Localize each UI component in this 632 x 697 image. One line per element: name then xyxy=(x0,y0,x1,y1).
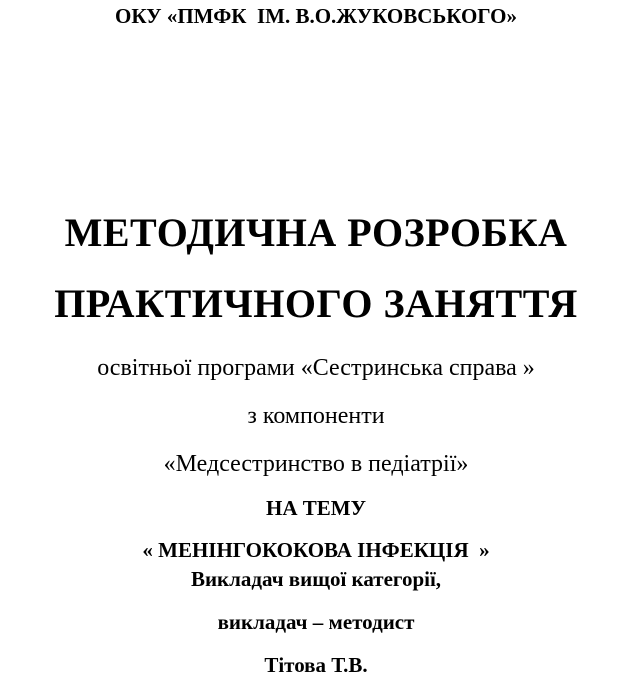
component-intro: з компоненти xyxy=(247,403,385,429)
institution-name: ОКУ «ПМФК ІМ. В.О.ЖУКОВСЬКОГО» xyxy=(115,4,517,28)
author-rank: Викладач вищої категорії, xyxy=(190,567,442,591)
component-name: «Медсестринство в педіатрії» xyxy=(163,451,469,477)
topic-label: НА ТЕМУ xyxy=(266,496,366,520)
document-title-line-2: ПРАКТИЧНОГО ЗАНЯТТЯ xyxy=(54,281,578,326)
author-name: Тітова Т.В. xyxy=(264,653,368,677)
topic-name: « МЕНІНГОКОКОВА ІНФЕКЦІЯ » xyxy=(142,538,490,562)
document-title-line-1: МЕТОДИЧНА РОЗРОБКА xyxy=(64,210,568,255)
author-role: викладач – методист xyxy=(217,610,415,634)
program-line: освітньої програми «Сестринська справа » xyxy=(97,355,535,381)
